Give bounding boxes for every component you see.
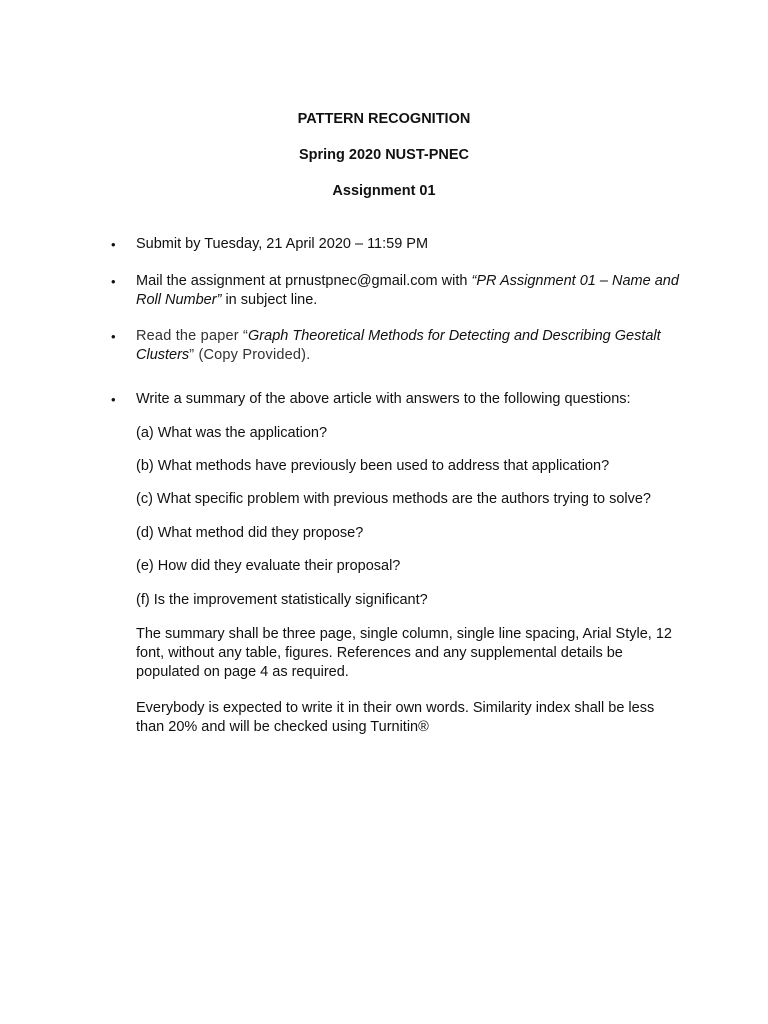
read-instruction xyxy=(136,327,686,365)
bullet-dot: • xyxy=(111,274,116,289)
read-suffix: ” (Copy Provided). xyxy=(189,347,311,363)
question-b: (b) What methods have previously been used to address that application? xyxy=(136,458,610,474)
format-requirements: The summary shall be three page, single column, single line spacing, Arial Style, 12 font, without any table, figures. References and any supplemental details be populated on page 4 as required. xyxy=(136,626,672,680)
bullet-dot: • xyxy=(111,392,116,407)
bullet-dot: • xyxy=(111,237,116,252)
paper-title: Graph Theoretical Methods for Detecting and Describing Gestalt Clusters xyxy=(136,328,661,363)
question-c: (c) What specific problem with previous methods are the authors trying to solve? xyxy=(136,491,651,507)
question-e: (e) How did they evaluate their proposal? xyxy=(136,558,401,574)
mail-prefix: Mail the assignment at prnustpnec@gmail.com with xyxy=(136,273,472,289)
mail-subject-line: “PR Assignment 01 – Name and Roll Number” xyxy=(136,273,679,308)
question-a: (a) What was the application? xyxy=(136,425,328,441)
assignment-number: Assignment 01 xyxy=(332,183,436,199)
deadline-text: Submit by Tuesday, 21 April 2020 – 11:59 PM xyxy=(136,236,429,252)
document-title: PATTERN RECOGNITION xyxy=(297,111,471,127)
bullet-dot: • xyxy=(111,329,116,344)
question-d: (d) What method did they propose? xyxy=(136,525,364,541)
question-f: (f) Is the improvement statistically significant? xyxy=(136,592,428,608)
read-prefix: Read the paper “ xyxy=(136,328,249,344)
mail-suffix: in subject line. xyxy=(221,292,318,308)
originality-requirements: Everybody is expected to write it in their own words. Similarity index shall be less than 20% and will be checked using Turnitin® xyxy=(136,700,655,735)
summary-instruction: Write a summary of the above article with answers to the following questions: xyxy=(136,391,631,407)
mail-instruction xyxy=(136,272,686,310)
course-subtitle: Spring 2020 NUST-PNEC xyxy=(298,147,469,163)
